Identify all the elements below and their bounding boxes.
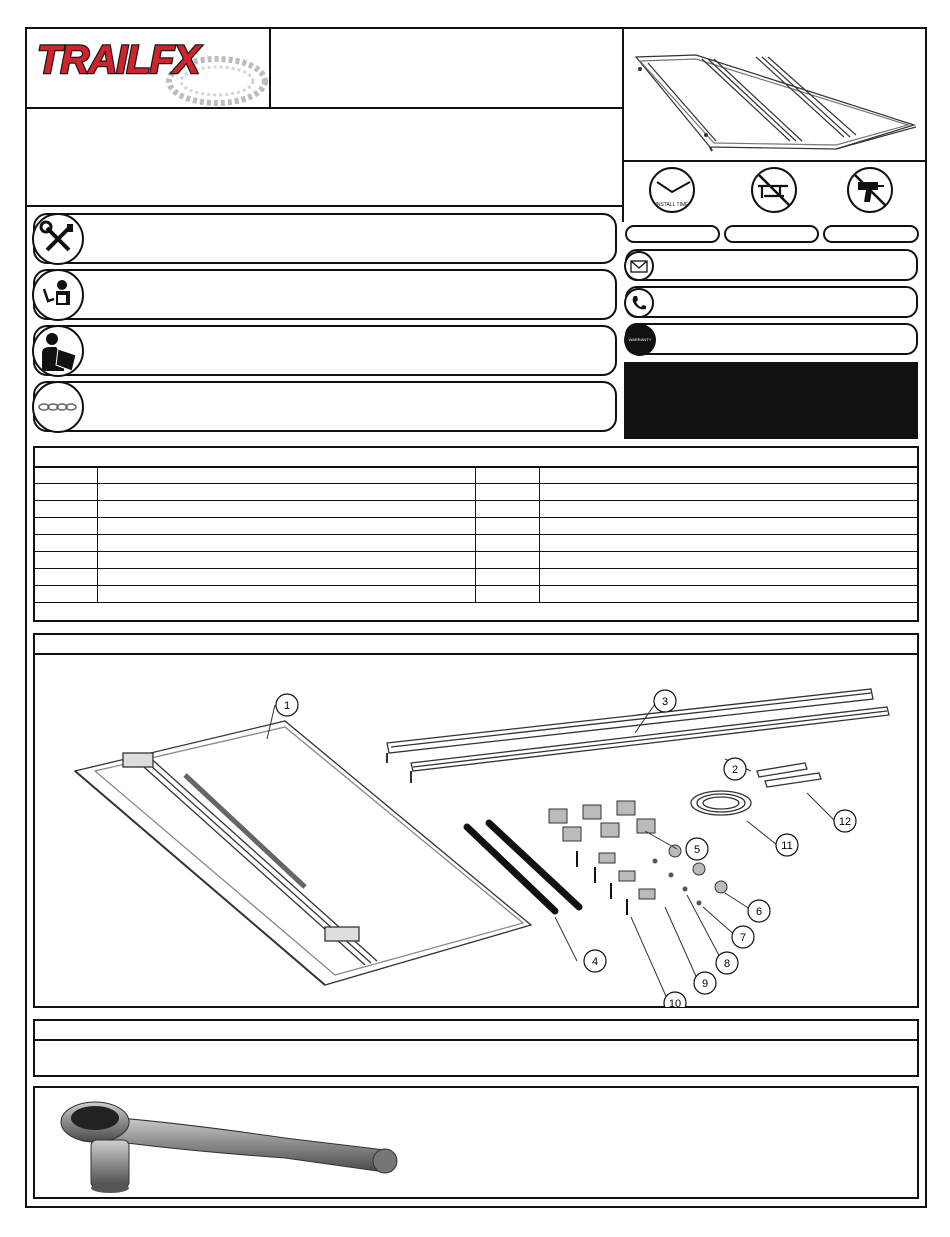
- callout-5: [686, 838, 708, 860]
- table-cell: [476, 552, 540, 569]
- callout-label: 9: [701, 978, 709, 990]
- document-description: [27, 109, 622, 137]
- callout-label: 7: [739, 932, 747, 944]
- black-info-panel: [624, 362, 918, 439]
- email-icon: [624, 251, 654, 281]
- table-cell: [476, 484, 540, 501]
- warranty-info: [625, 323, 918, 355]
- parts-diagram-header: [35, 635, 917, 655]
- tools-required-section: [33, 1019, 919, 1077]
- table-cell: [34, 586, 98, 603]
- tools-required-header: [35, 1021, 917, 1041]
- cutting-value: [724, 225, 819, 243]
- product-image-cell: [622, 27, 927, 162]
- trailfx-logo: [27, 29, 269, 107]
- table-cell: [98, 484, 476, 501]
- hardware-chain-icon: [32, 381, 84, 433]
- table-row: [34, 552, 919, 569]
- table-cell: [98, 569, 476, 586]
- table-cell: [476, 501, 540, 518]
- callout-label: 11: [781, 840, 793, 852]
- phone-contact: [625, 286, 918, 318]
- table-cell: [476, 518, 540, 535]
- install-time-clock-icon: [648, 166, 696, 214]
- table-cell: [34, 569, 98, 586]
- warranty-badge-label: WARRANTY: [628, 337, 652, 342]
- callout-9: [694, 972, 716, 994]
- table-cell: [98, 501, 476, 518]
- exploded-parts-diagram: [35, 655, 917, 1007]
- install-time-value-text: [627, 232, 633, 243]
- table-cell: [34, 535, 98, 552]
- table-row: [34, 569, 919, 586]
- table-cell: [476, 467, 540, 484]
- table-row: [34, 501, 919, 518]
- table-cell: [476, 569, 540, 586]
- tools-icon: [32, 213, 84, 265]
- install-time-value: [625, 225, 720, 243]
- table-cell: [476, 535, 540, 552]
- table-cell: [540, 552, 919, 569]
- drilling-value: [823, 225, 919, 243]
- parts-diagram-section: [33, 633, 919, 1008]
- tool-image-section: [33, 1086, 919, 1199]
- callout-2: [724, 758, 746, 780]
- callout-11: [776, 834, 798, 856]
- callout-3: [654, 690, 676, 712]
- callout-label: 8: [723, 958, 731, 970]
- table-cell: [98, 586, 476, 603]
- read-manual-icon: [32, 325, 84, 377]
- install-time-label: INSTALL TIME: [655, 202, 689, 208]
- callout-10: [664, 992, 686, 1007]
- callout-label: 5: [693, 844, 701, 856]
- document-title: [271, 29, 622, 69]
- table-row: [34, 518, 919, 535]
- table-cell: [476, 586, 540, 603]
- table-cell: [98, 535, 476, 552]
- callout-label: 4: [591, 956, 599, 968]
- table-cell: [540, 535, 919, 552]
- no-drill-icon: [846, 166, 894, 214]
- callout-label: 12: [838, 816, 852, 828]
- table-cell: [540, 484, 919, 501]
- description-cell: [25, 107, 624, 207]
- title-cell: [269, 27, 624, 109]
- table-cell: [34, 552, 98, 569]
- requirement-icons-row: [622, 160, 927, 222]
- warranty-badge-icon: [624, 324, 656, 356]
- table-cell: [98, 467, 476, 484]
- callout-7: [732, 926, 754, 948]
- callout-8: [716, 952, 738, 974]
- table-cell: [540, 501, 919, 518]
- table-cell: [34, 484, 98, 501]
- table-cell: [34, 518, 98, 535]
- parts-list-table: [33, 466, 919, 603]
- table-row: [34, 586, 919, 603]
- table-row: [34, 535, 919, 552]
- phone-icon: [624, 288, 654, 318]
- callout-1: [276, 694, 298, 716]
- table-row: [34, 484, 919, 501]
- no-saw-icon: [750, 166, 798, 214]
- table-cell: [540, 467, 919, 484]
- table-cell: [98, 518, 476, 535]
- table-cell: [98, 552, 476, 569]
- table-cell: [34, 501, 98, 518]
- callout-label: 10: [668, 998, 682, 1007]
- tonneau-cover-image: [624, 29, 925, 160]
- callout-4: [584, 950, 606, 972]
- drilling-value-text: [825, 232, 831, 243]
- callout-12: [834, 810, 856, 832]
- ratchet-wrench-icon: [35, 1088, 435, 1197]
- logo-cell: [25, 27, 271, 109]
- parts-list-header: [35, 448, 917, 468]
- notice-tools: [33, 213, 617, 264]
- table-cell: [540, 518, 919, 535]
- tools-required-text: [35, 1041, 917, 1057]
- callout-label: 3: [661, 696, 669, 708]
- table-cell: [34, 467, 98, 484]
- table-cell: [540, 569, 919, 586]
- callout-label: 6: [755, 906, 763, 918]
- table-row: [34, 467, 919, 484]
- table-cell: [540, 586, 919, 603]
- notice-read-manual: [33, 325, 617, 376]
- callout-label: 1: [283, 700, 291, 712]
- notice-hardware: [33, 381, 617, 432]
- callout-label: 2: [731, 764, 739, 776]
- email-contact: [625, 249, 918, 281]
- notice-installer: [33, 269, 617, 320]
- cutting-value-text: [726, 232, 732, 243]
- svg-text:TRAILFX: TRAILFX: [37, 38, 199, 82]
- callout-6: [748, 900, 770, 922]
- installer-icon: [32, 269, 84, 321]
